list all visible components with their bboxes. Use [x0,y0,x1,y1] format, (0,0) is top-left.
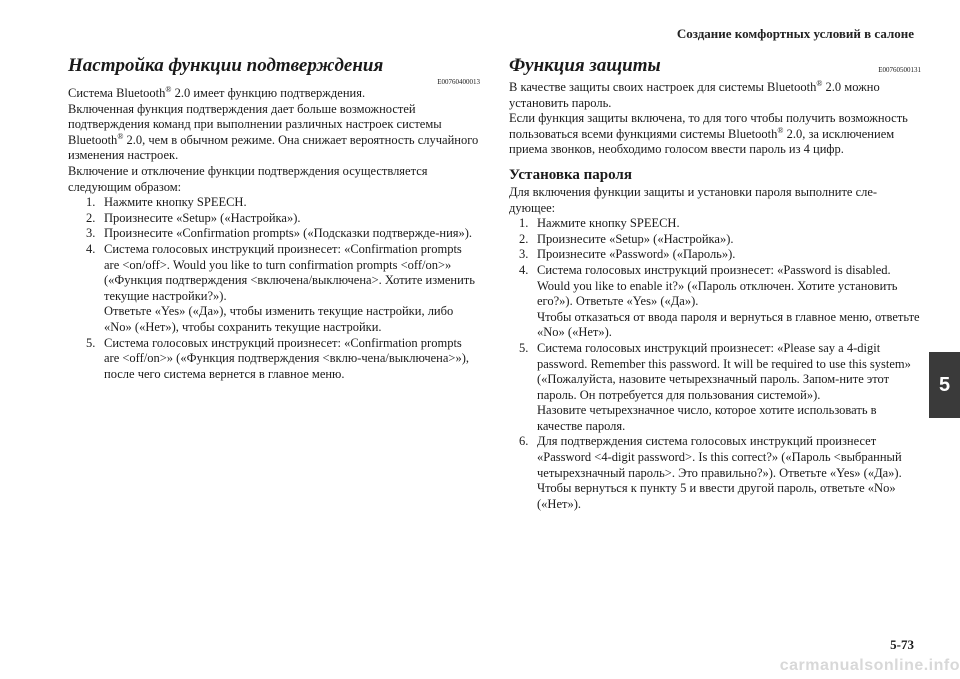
step-number: 5. [86,335,96,350]
step-text: Назовите четырехзначное число, которое хотите использовать в качестве пароля. [537,403,877,433]
step-body [104,336,480,383]
step-text: Нажмите кнопку SPEECH. [104,195,247,210]
intro-paragraph [68,86,480,102]
step-body [537,232,921,248]
right-steps-list [509,216,921,512]
step-number: 5. [519,340,529,355]
list-item [509,341,921,435]
left-steps-list [68,195,480,382]
intro-paragraph [509,80,921,111]
list-item [509,247,921,263]
step-text: Произнесите «Setup» («Настройка»). [537,231,734,246]
list-item [68,336,480,383]
step-text: Система голосовых инструкций произнесет: «Password is disabled. Would you like to enable it?» («Пароль отключен. Хотите установить его?»). Ответьте «Yes» («Да»). [537,262,898,309]
right-intro [509,80,921,158]
left-column [68,54,480,382]
step-body [104,242,480,336]
intro-text: 2.0 имеет функцию подтверждения. [171,86,366,100]
step-body [104,211,480,227]
step-body [104,195,480,211]
registered-mark: ® [117,131,124,141]
step-text: Произнесите «Setup» («Настройка»). [104,210,301,225]
section-code: E00760500131 [878,66,921,74]
registered-mark: ® [816,78,823,88]
step-text: Нажмите кнопку SPEECH. [537,216,680,231]
step-number: 6. [519,434,529,449]
step-body [537,216,921,232]
list-item [509,216,921,232]
step-text: Для подтверждения система голосовых инструкций произнесет «Password <4-digit password>. Is this correct?» («Пароль <выбранный четырехзначный пароль>. Это правильно?»). Ответьте «Yes» («Да»). [537,434,902,480]
list-item [509,263,921,341]
step-text: Чтобы отказаться от ввода пароля и вернуться в главное меню, ответьте «No» («Нет»). [537,309,920,340]
intro-text: Если функция защиты включена, то для того чтобы получить возможность пользоваться всеми функциями системы Bluetooth [509,111,908,141]
list-item [509,232,921,248]
step-text: Ответьте «Yes» («Да»), чтобы изменить текущие настройки, либо «No» («Нет»), чтобы сохранить текущие настройки. [104,304,454,334]
intro-text: Включенная функция подтверждения дает больше возможностей подтверждения команд при выполнении различных настроек системы Bluetooth [68,101,442,147]
list-item [68,226,480,242]
list-item [509,434,921,512]
left-intro [68,86,480,195]
intro-text: 2.0, за исключением приема звонков, необходимо голосом ввести пароль из 4 цифр. [509,126,895,157]
step-text: Произнесите «Confirmation prompts» («Подсказки подтвержде-ния»). [104,226,473,241]
step-text: Произнесите «Password» («Пароль»). [537,247,736,262]
step-number: 2. [519,231,529,246]
step-text: Система голосовых инструкций произнесет: «Confirmation prompts are <off/on>» («Функция подтверждения <вклю-чена/выключена>»), после чего система вернется в главное меню. [104,335,470,381]
list-item [68,211,480,227]
step-body [537,247,921,263]
chapter-tab: 5 [929,352,960,418]
page-number: 5-73 [890,637,914,652]
intro-paragraph [68,164,480,195]
step-number: 4. [519,262,529,277]
step-number: 1. [519,216,529,231]
page-header-title: Создание комфортных условий в салоне [676,26,914,41]
step-number: 2. [86,210,96,225]
step-number: 4. [86,241,96,256]
step-text: Система голосовых инструкций произнесет: «Please say a 4-digit password. Remember this password. It will be required to use this system» («Пожалуйста, назовите четырехзначный пароль. Запом-ните этот пароль. Он потребуется для пользования системой»). [537,340,911,402]
intro-paragraph [68,102,480,164]
step-body [537,263,921,341]
section-title-protection: Функция защиты [509,55,661,76]
subsection-intro: Для включения функции защиты и установки пароля выполните сле-дующее: [509,184,878,215]
intro-text: 2.0 можно установить пароль. [509,80,880,110]
step-text: Чтобы вернуться к пункту 5 и ввести другой пароль, ответьте «No» («Нет»). [537,481,896,511]
intro-text: 2.0, чем в обычном режиме. Она снижает вероятность случайного изменения настроек. [68,132,479,163]
list-item [68,242,480,336]
right-column [509,54,921,512]
intro-text: Система Bluetooth [68,86,166,100]
section-code: E00760400013 [437,78,480,86]
intro-paragraph [509,111,921,158]
step-number: 3. [519,247,529,262]
intro-text: В качестве защиты своих настроек для системы Bluetooth [509,80,817,94]
list-item [68,195,480,211]
step-body [537,341,921,435]
watermark-text: carmanualsonline.info [779,657,960,674]
step-text: Система голосовых инструкций произнесет: «Confirmation prompts are <on/off>. Would you like to turn confirmation prompts <off/on>» («Функция подтверждения <включена/выключена>. Хотите изменить текущие настройки?»). [104,241,475,303]
step-number: 3. [86,226,96,241]
subsection-title-password: Установка пароля [509,166,632,183]
intro-text: Включение и отключение функции подтверждения осуществляется следующим образом: [68,163,428,194]
step-body [537,434,921,512]
registered-mark: ® [777,125,784,135]
step-number: 1. [86,195,96,210]
step-body [104,226,480,242]
registered-mark: ® [165,84,172,94]
section-title-confirmation: Настройка функции подтверждения [68,55,384,76]
